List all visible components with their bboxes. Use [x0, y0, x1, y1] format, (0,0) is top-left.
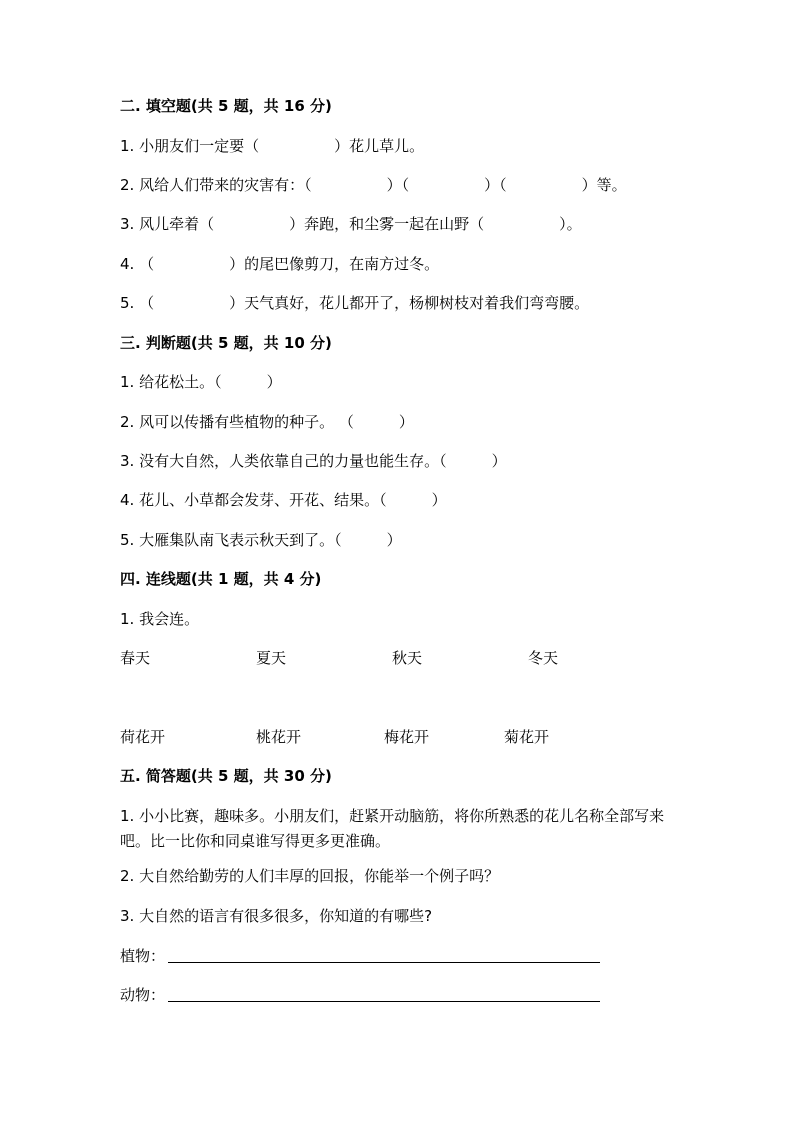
season-winter[interactable]: 冬天: [528, 649, 559, 667]
season-spring[interactable]: 春天: [120, 649, 151, 667]
fill-question-4: 4. （ ）的尾巴像剪刀，在南方过冬。: [120, 255, 440, 273]
animal-answer-line[interactable]: [168, 1001, 600, 1002]
short-question-1: 1. 小小比赛，趣味多。小朋友们，赶紧开动脑筋，将你所熟悉的花儿名称全部写来吧。比一比你和同桌谁写得更多更准确。: [120, 807, 665, 850]
fill-question-2: 2. 风给人们带来的灾害有：（ ）（ ）（ ）等。: [120, 176, 627, 194]
flower-plum[interactable]: 梅花开: [384, 728, 430, 746]
plant-label: 植物：: [120, 947, 166, 965]
judge-heading: 三. 判断题(共 5 题，共 10 分): [120, 334, 332, 352]
judge-question-3: 3. 没有大自然，人类依靠自己的力量也能生存。（ ）: [120, 452, 507, 470]
short-question-3: 3. 大自然的语言有很多很多，你知道的有哪些?: [120, 907, 433, 925]
fill-question-1: 1. 小朋友们一定要（ ）花儿草儿。: [120, 137, 425, 155]
season-autumn[interactable]: 秋天: [392, 649, 423, 667]
short-question-2: 2. 大自然给勤劳的人们丰厚的回报，你能举一个例子吗？: [120, 867, 500, 885]
animal-label: 动物：: [120, 986, 166, 1004]
flower-lotus[interactable]: 荷花开: [120, 728, 166, 746]
season-summer[interactable]: 夏天: [256, 649, 287, 667]
fill-heading: 二. 填空题(共 5 题，共 16 分): [120, 97, 332, 115]
flower-peach[interactable]: 桃花开: [256, 728, 302, 746]
match-heading: 四. 连线题(共 1 题，共 4 分): [120, 570, 322, 588]
fill-question-5: 5. （ ）天气真好，花儿都开了，杨柳树枝对着我们弯弯腰。: [120, 294, 590, 312]
match-question-1: 1. 我会连。: [120, 610, 200, 628]
flower-chrysanthemum[interactable]: 菊花开: [504, 728, 550, 746]
fill-question-3: 3. 风儿牵着（ ）奔跑，和尘雾一起在山野（ ）。: [120, 215, 582, 233]
judge-question-4: 4. 花儿、小草都会发芽、开花、结果。（ ）: [120, 491, 447, 509]
short-heading: 五. 简答题(共 5 题，共 30 分): [120, 767, 332, 785]
plant-answer-line[interactable]: [168, 962, 600, 963]
judge-question-5: 5. 大雁集队南飞表示秋天到了。（ ）: [120, 531, 402, 549]
judge-question-1: 1. 给花松土。（ ）: [120, 373, 282, 391]
judge-question-2: 2. 风可以传播有些植物的种子。 （ ）: [120, 413, 414, 431]
